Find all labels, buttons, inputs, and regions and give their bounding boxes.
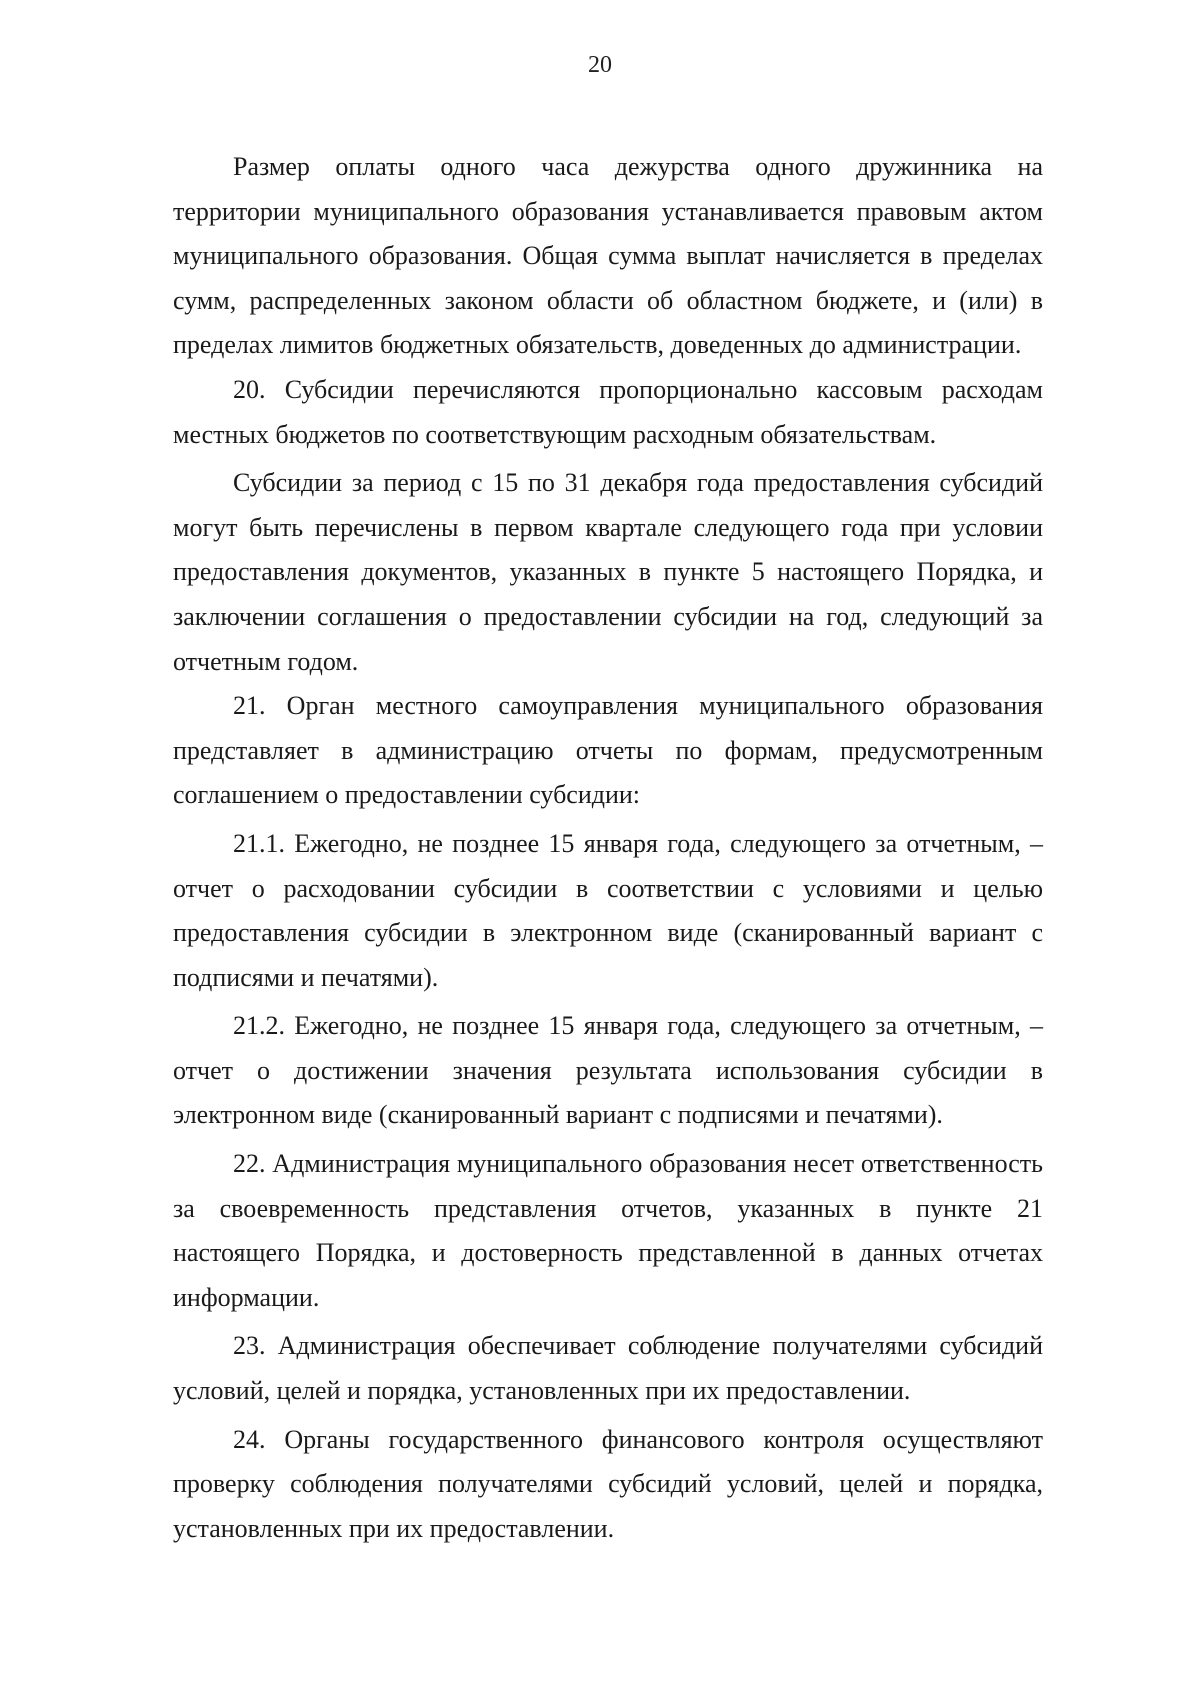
paragraph-item-23: 23. Администрация обеспечивает соблюдение получателями субсидий условий, целей и порядка, установленных при их предоставлении. [173, 1331, 1043, 1406]
paragraph-item-24: 24. Органы государственного финансового контроля осуществляют проверку соблюдения получателями субсидий условий, целей и порядка, установленных при их предоставлении. [173, 1424, 1043, 1543]
document-body [173, 145, 1043, 1551]
paragraph-item-22: 22. Администрация муниципального образования несет ответственность за своевременность представления отчетов, указанных в пункте 21 настоящего Порядка, и достоверность представленной в данных отчетах информации. [173, 1149, 1043, 1312]
paragraph-december-subsidies: Субсидии за период с 15 по 31 декабря года предоставления субсидий могут быть перечислены в первом квартале следующего года при условии предоставления документов, указанных в пункте 5 настоящего Порядка, и заключении соглашения о предоставлении субсидии на год, следующий за отчетным годом. [173, 468, 1043, 676]
paragraph-item-21: 21. Орган местного самоуправления муниципального образования представляет в администрацию отчеты по формам, предусмотренным соглашением о предоставлении субсидии: [173, 691, 1043, 810]
paragraph-item-21-1: 21.1. Ежегодно, не позднее 15 января года, следующего за отчетным, – отчет о расходовании субсидии в соответствии с условиями и целью предоставления субсидии в электронном виде (сканированный вариант с подписями и печатями). [173, 828, 1043, 992]
paragraph-item-21-2: 21.2. Ежегодно, не позднее 15 января года, следующего за отчетным, – отчет о достижении значения результата использования субсидии в электронном виде (сканированный вариант с подписями и печатями). [173, 1011, 1043, 1130]
paragraph-item-20: 20. Субсидии перечисляются пропорционально кассовым расходам местных бюджетов по соответствующим расходным обязательствам. [173, 374, 1043, 449]
page-number: 20 [588, 52, 612, 78]
paragraph-payment-rate: Размер оплаты одного часа дежурства одного дружинника на территории муниципального образования устанавливается правовым актом муниципального образования. Общая сумма выплат начисляется в пределах сумм, распределенных законом области об областном бюджете, и (или) в пределах лимитов бюджетных обязательств, доведенных до администрации. [173, 152, 1043, 360]
